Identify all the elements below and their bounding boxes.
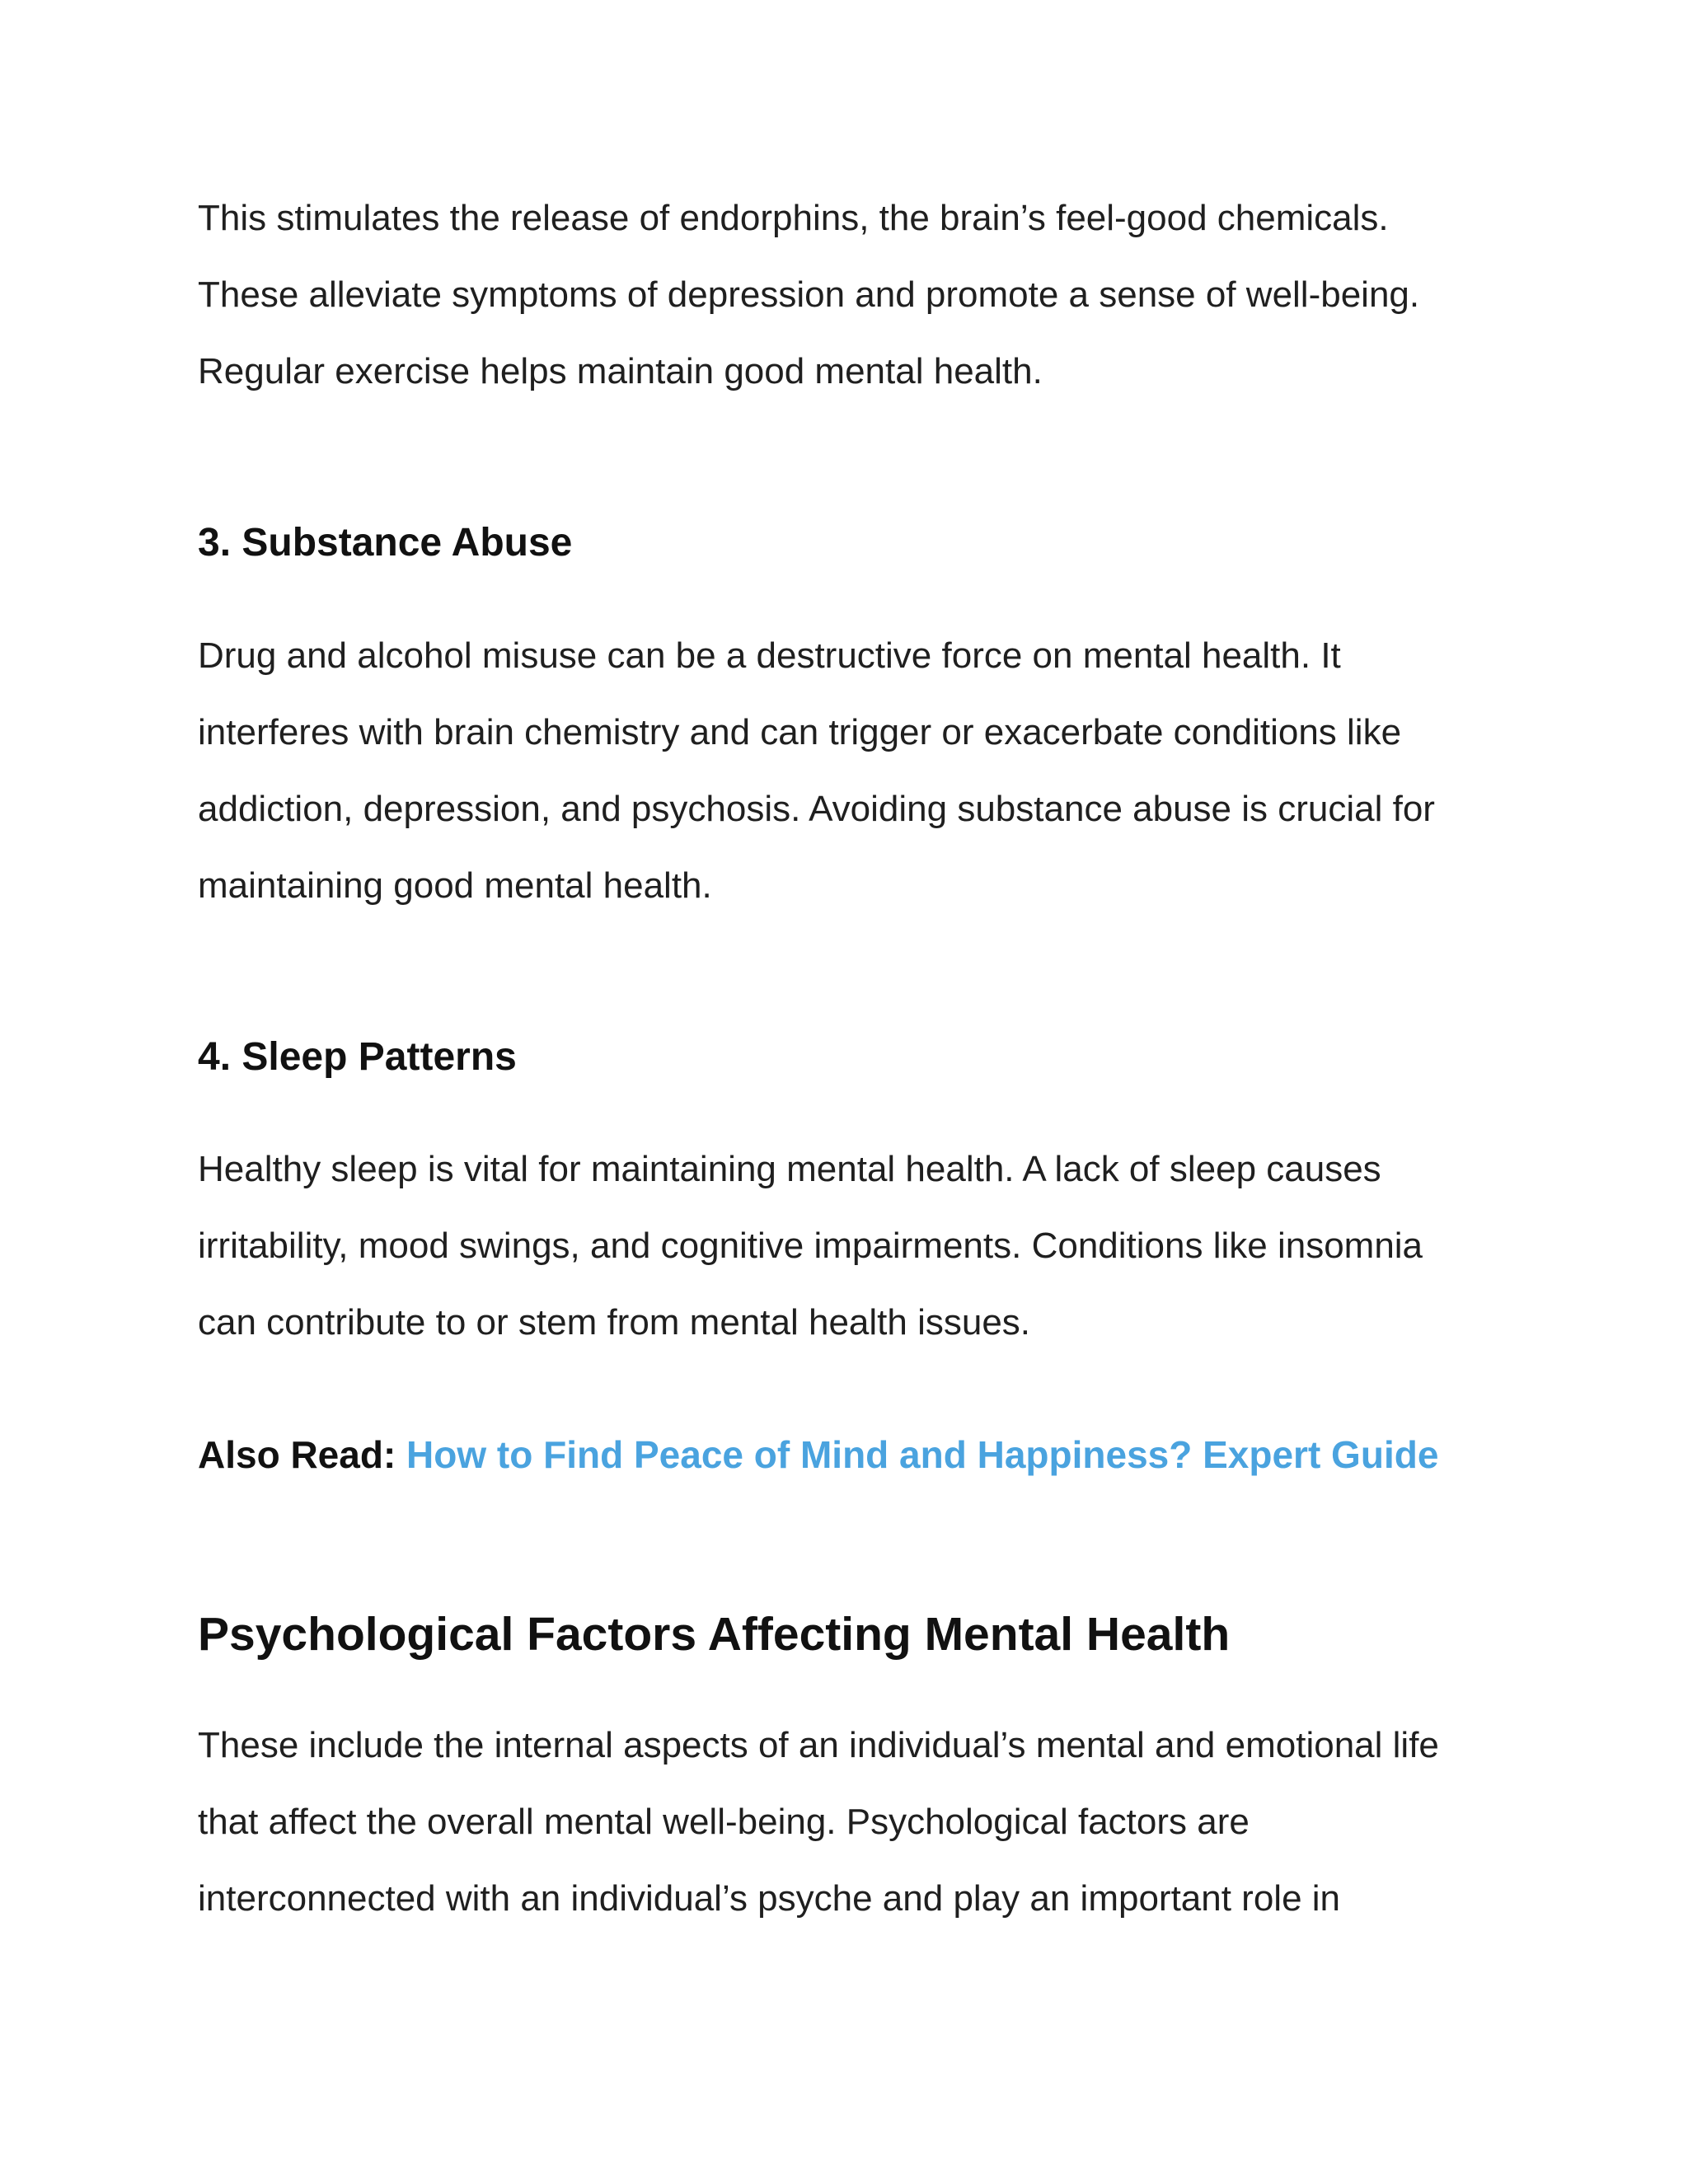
paragraph-line: interconnected with an individual’s psyche and play an important role in [198, 1878, 1341, 1919]
paragraph-line: These include the internal aspects of an individual’s mental and emotional life [198, 1725, 1439, 1765]
paragraph-line: that affect the overall mental well-being. Psychological factors are [198, 1802, 1250, 1842]
paragraph-line: maintaining good mental health. [198, 865, 712, 906]
paragraph-line: Healthy sleep is vital for maintaining mental health. A lack of sleep causes [198, 1149, 1381, 1189]
paragraph-line: Regular exercise helps maintain good mental health. [198, 351, 1043, 391]
section-heading-psychological-factors: Psychological Factors Affecting Mental Health [198, 1608, 1231, 1661]
paragraph-line: can contribute to or stem from mental health issues. [198, 1302, 1031, 1343]
paragraph-line: irritability, mood swings, and cognitive impairments. Conditions like insomnia [198, 1226, 1423, 1266]
paragraph-line: These alleviate symptoms of depression and promote a sense of well-being. [198, 274, 1420, 315]
paragraph-line: interferes with brain chemistry and can trigger or exacerbate conditions like [198, 712, 1402, 752]
also-read [198, 1429, 1438, 1480]
section-heading-sleep-patterns: 4. Sleep Patterns [198, 1035, 517, 1079]
paragraph-line: This stimulates the release of endorphins, the brain’s feel-good chemicals. [198, 198, 1389, 238]
paragraph-line: addiction, depression, and psychosis. Avoiding substance abuse is crucial for [198, 789, 1435, 829]
paragraph-line: Drug and alcohol misuse can be a destructive force on mental health. It [198, 635, 1341, 676]
section-heading-substance-abuse: 3. Substance Abuse [198, 521, 573, 565]
also-read-link[interactable]: How to Find Peace of Mind and Happiness? Expert Guide [406, 1433, 1439, 1476]
also-read-label: Also Read: [198, 1433, 396, 1476]
